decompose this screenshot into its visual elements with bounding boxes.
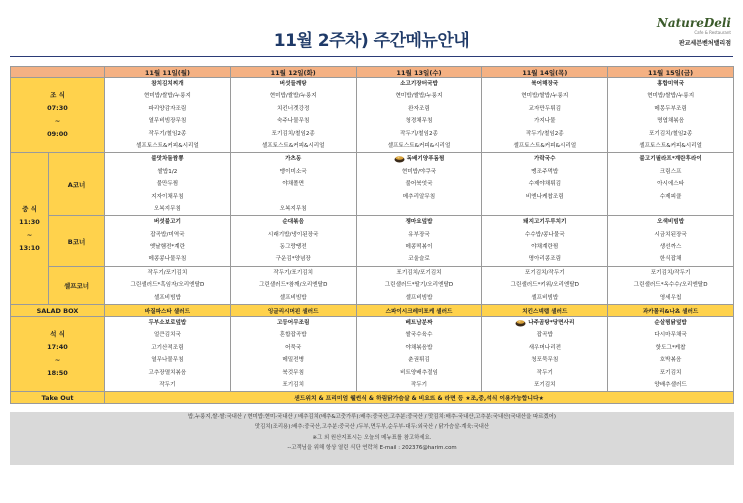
title-divider [10,56,733,57]
dish-main: 독배기양푸돔찜 [357,153,482,165]
dish-item [357,203,482,215]
dish-item: 현미밥/쌀밥/누룽지 [647,93,695,100]
lunch-a-cell [482,153,608,216]
salad-item: 잉글리시머핀 샐러드 [230,305,356,317]
dish-main: 순대볶음 [282,219,304,226]
dish-item: 맹이미소국 [279,168,307,175]
note-line: ※그 외 원산지표시는 오늘의 메뉴표를 참고하세요. [312,434,432,441]
dish-item: 작두기/철임2종 [525,130,564,137]
dish-item: 옛날햄전*계란 [149,244,185,251]
dish-item: 셀프비빔밥 [405,294,433,301]
dish-item: 야채볶음밥 [405,344,433,351]
lunch-self-cell [608,266,734,304]
lunch-a-cell [608,153,734,216]
note-line: 밥,누룽지,쌀-쌀:국내산 / 현미밥:현미-국내산 / 배추김치(배추&고춧가루):배추:중국산,고추분:중국산 / 맛김치:배추-국내산,고추분:국내산(국내산을 따르겠어) [188,414,556,420]
dish-item: 셀프토스트&커피&시리얼 [261,142,325,149]
dish-item: 셀프비빔밥 [531,294,559,301]
dinner-day-cell [105,317,231,392]
lunch-b-cell [356,216,482,267]
dish-item: 수제피클 [659,193,682,200]
dish-item: 포기김치/철임2종 [648,130,693,137]
dinner-day-cell [230,317,356,392]
dish-item: 작두기/철임2종 [400,130,438,137]
dish-item: 쌀국수육수 [405,332,433,339]
note-line: 맛김치(조리용):배추:중국산,고추분:중국산 /두부,면두부,순두부-대두:외국산 / 닭가슴살-계육:국내산 [254,424,490,431]
dish-item: 포기김치/작두기 [524,269,565,276]
corner-a-label: A코너 [49,153,105,216]
dish-main: 젱마요덮밥 [405,219,433,226]
dish-main: 가츠동 [285,156,302,163]
breakfast-day-cell [230,78,356,153]
dish-item: 얼큰김치국 [153,332,181,339]
dish-item: 작두기/포기김치 [147,269,188,276]
dish-item: 셀프비빔밥 [153,294,181,301]
dish-item: 포기김치/포기김치 [396,269,442,276]
dish-item: 크림스프 [659,168,682,175]
dish-item: 야채계란찜 [531,244,559,251]
dish-item: 포기김치/작두기 [650,269,691,276]
dinner-day-cell [356,317,482,392]
dinner-row [11,317,734,392]
lunch-b-row [11,216,734,267]
dish-main: 버섯불고기 [153,219,181,226]
dish-item: 완자조림 [408,105,430,112]
salad-item: 치킨스넥랩 샐러드 [482,305,608,317]
dish-item: 메추리알무침 [402,193,436,200]
dish-main: 순살찜닭덮밥 [654,320,687,327]
lunch-a-cell [356,153,482,216]
lunch-self-cell [482,266,608,304]
lunch-b-cell [608,216,734,267]
dish-item: 지자이채무침 [151,193,184,200]
dish-item: 메콩떡볶이 [405,244,433,251]
dish-main: 소고기장터국밥 [400,81,438,87]
lunch-self-cell [105,266,231,304]
dish-item [608,203,733,215]
dish-item: 작두기/철임2종 [148,130,187,137]
lunch-a-cell [105,153,231,216]
self-corner-label: 셀프코너 [49,266,105,304]
dish-main: 오색비빔밥 [657,219,685,226]
salad-box-label: SALAD BOX [11,305,105,317]
dish-item: 불어북엇국 [405,181,433,188]
dish-item: 비트양배추절임 [400,369,438,376]
dish-main: 버섯들깨탕 [279,81,307,87]
day-header: 11월 13일(수) [356,67,482,78]
breakfast-day-cell [356,78,482,153]
dish-item: 작두기 [410,381,428,388]
dish-item: 포기김치 [282,381,304,388]
dish-main: 두부소보로덮밥 [148,320,187,327]
dish-item: 시금치된장국 [654,231,687,238]
dish-item: 메몽두부조림 [654,105,687,112]
day-header-row [11,67,734,78]
dish-item: 유부장국 [408,231,430,238]
dish-item: 명엽채볶음 [657,118,685,125]
dish-item: 작두기 [536,369,553,376]
dish-item: 한식잡채 [659,256,682,263]
dish-item: 열무비빔장무침 [148,118,187,125]
breakfast-day-cell [105,78,231,153]
take-out-row [11,392,734,404]
dish-item: 셀프토스트&커피&시리얼 [639,142,702,149]
page-title: 11월 2주차) 주간메뉴안내 [273,31,470,51]
dish-item: 명아리콩조림 [528,256,561,263]
dish-item: 구운김*양념장 [275,256,311,263]
lunch-b-cell [230,216,356,267]
dish-item: 현미밥/쌀밥/누룽지 [395,93,443,100]
dish-item [482,203,607,215]
breakfast-day-cell [608,78,734,153]
dinner-label: 석 식 17:40 ~ 18:50 [11,317,105,392]
dish-item: 혼합잡곡밥 [279,332,307,339]
weekly-menu-table [10,66,734,404]
dish-main: 고등어무조림 [276,320,310,327]
corner-b-label: B코너 [49,216,105,267]
dish-item: 오복지무침 [153,205,181,212]
day-header: 11월 15일(금) [608,67,734,78]
dish-item: 포기김치 [533,381,556,388]
dish-main: 참치김치찌개 [151,81,184,87]
dish-item: 어묵국 [285,344,302,351]
dish-item: 현미밥/쌀밥/누룽지 [269,93,317,100]
dish-item: 고추장멸치볶음 [148,369,187,376]
dish-item: 쌀밥1/2 [157,168,178,175]
dish-item: 코울슬로 [408,256,430,263]
dish-item: 호박볶음 [659,357,682,364]
take-out-text: 샌드위치 & 프리미엄 웰썬식 & 하림닭가슴살 & 비요뜨 & 라면 등 ★조,중,석식 이용가능합니다★ [105,392,734,404]
dish-item: 영세우칩 [659,294,682,301]
dish-item: 그린샐러드*키위/오리엔탈D [510,282,579,289]
dish-item: 포기김치/철임2종 [271,130,315,137]
dish-item: 포기김치 [659,369,682,376]
dish-item: 양배추샐러드 [654,381,687,388]
dish-item: 춘권튀김 [408,357,430,364]
dish-item: 셀프토스트&커피&시리얼 [513,142,577,149]
lunch-a-row [11,153,734,216]
dish-item: 메밀전병 [282,357,304,364]
dinner-day-cell [482,317,608,392]
salad-item: 바질파스타 샐러드 [105,305,231,317]
hot-pot-icon [394,154,405,163]
dish-item: 수제야채튀김 [528,181,561,188]
salad-item: 스파이시크레미포케 샐러드 [356,305,482,317]
dish-main: 북어해장국 [531,81,559,87]
dish-item: 그린샐러드*옥수수/오리엔탈D [633,282,708,289]
dish-main: 불고기필라프*계란후라이 [639,156,702,163]
dish-item: 작두기/포기김치 [273,269,314,276]
dish-item: 치킨너겟강정 [276,105,310,112]
dish-item: 시래기밥/냉이된장국 [267,231,319,238]
dish-item: 새우머나리전 [528,344,561,351]
dinner-day-cell [608,317,734,392]
dish-item: 열무나물무침 [151,357,184,364]
dish-item: 불만두찜 [156,181,179,188]
dish-item: 그린샐러드*흑임자/오리엔탈D [130,282,205,289]
dish-item [231,191,356,203]
dish-item: 교자만두튀김 [528,105,561,112]
dish-main: 베트남분짜 [405,320,433,327]
dish-item: 숙주나물무침 [276,118,310,125]
site-name: 판교세븐벤처밸리점 [678,40,731,47]
dish-main: 나주곰탕*당면사리 [482,317,607,329]
brand-logo [657,16,731,47]
dish-item: 고기산적조림 [151,344,184,351]
dish-item: 가지나물 [533,118,556,125]
lunch-self-cell [230,266,356,304]
dish-main: 불맛차돌짬뽕 [151,156,184,163]
day-header: 11월 12일(화) [230,67,356,78]
salad-box-row [11,305,734,317]
lunch-self-row [11,266,734,304]
dish-main: 가락국수 [533,156,556,163]
dish-item: 생선까스 [659,244,682,251]
origin-notes [10,412,734,465]
dish-item: 동그랑땡전 [279,244,307,251]
lunch-label: 중 식 11:30 ~ 13:10 [11,153,49,305]
dish-item: 핫도그*케찹 [655,344,686,351]
dish-item: 아시에스타 [657,181,685,188]
dish-item: 북것무침 [282,369,304,376]
hot-pot-icon [515,318,526,327]
dish-item: 현미밥/쌀밥/누룽지 [143,93,191,100]
dish-item: 수수밥/콩나물국 [524,231,565,238]
day-header: 11월 14일(목) [482,67,608,78]
dish-item: 작두기 [159,381,176,388]
dish-item: 셀프비빔밥 [279,294,307,301]
breakfast-label: 조 식 07:30 ~ 09:00 [11,78,105,153]
dish-item: 셀프토스트&커피&시리얼 [136,142,199,149]
dish-item: 셀프토스트&커피&시리얼 [387,142,451,149]
dish-item: 현미밥/야쿠국 [401,168,437,175]
brand-name: NatureDeli [656,16,731,30]
breakfast-day-cell [482,78,608,153]
lunch-b-cell [105,216,231,267]
day-header: 11월 11일(월) [105,67,231,78]
take-out-label: Take Out [11,392,105,404]
note-line: --고객님을 위해 항상 열린 식단 연락처 E-mail : 202376@harim.com [287,445,457,452]
dish-item: 현미밥/쌀밥/누룽지 [521,93,569,100]
dish-item: 청경채무침 [405,118,433,125]
lunch-a-cell [230,153,356,216]
dish-main: 홍합미역국 [657,81,685,87]
dish-item: 오복지무침 [279,205,307,212]
header-corner [11,67,105,78]
dish-item: 야채폴면 [282,181,304,188]
dish-item: 그린샐러드*딸기/오리엔탈D [384,282,454,289]
breakfast-row [11,78,734,153]
dish-item: 메콩콩나물무침 [148,256,187,263]
dish-item: 맹조주먹밥 [531,168,559,175]
brand-subtitle: Cafe & Restaurant [694,30,731,35]
dish-main: 돼지고기두루치기 [523,219,567,226]
salad-item: 과카몰리&나쵸 샐러드 [608,305,734,317]
lunch-self-cell [356,266,482,304]
dish-item: 잡곡밥 [536,332,553,339]
lunch-b-cell [482,216,608,267]
dish-item: 비엔나케찹조림 [525,193,564,200]
dish-item: 파리양감자조림 [148,105,187,112]
dish-item: 청포묵무침 [531,357,559,364]
dish-item: 다시마무채국 [654,332,687,339]
dish-item: 그린샐러드*참깨/오리엔탈D [258,282,328,289]
dish-item: 잡곡밥/미역국 [150,231,185,238]
